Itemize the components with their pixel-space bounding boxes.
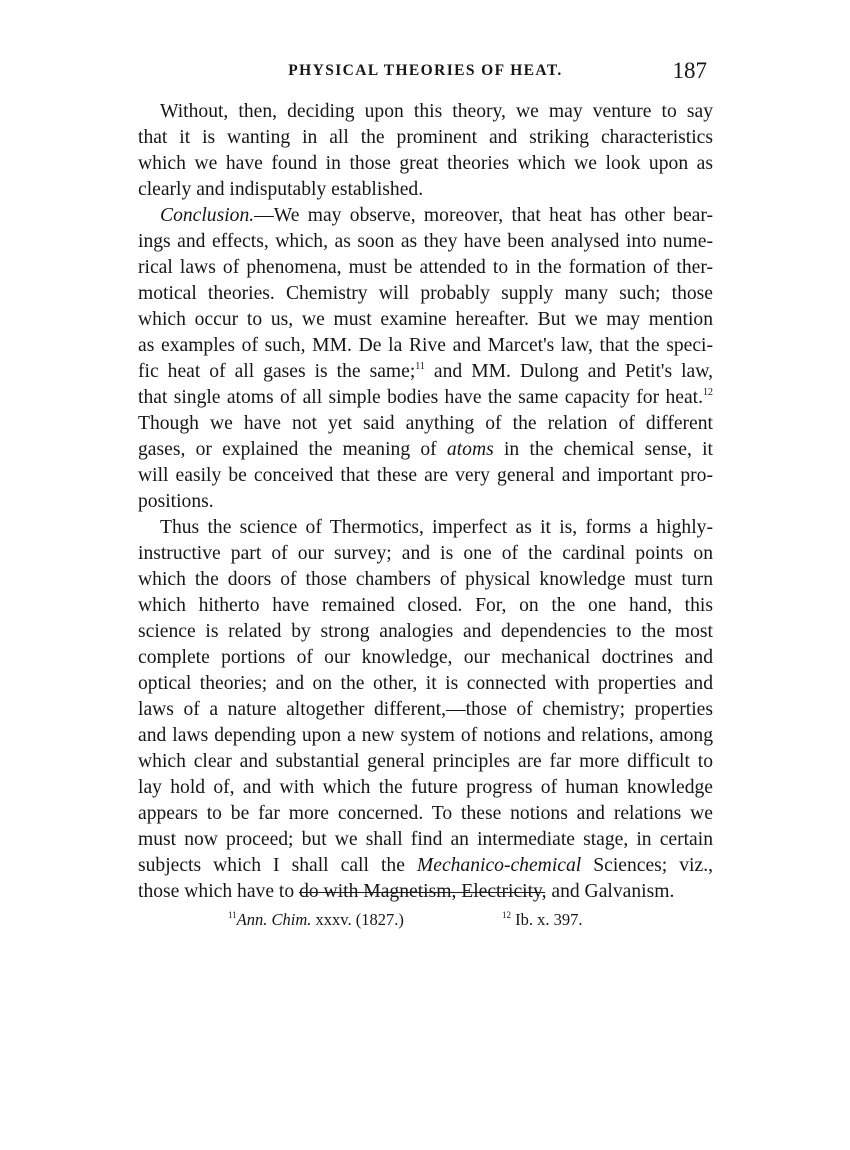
text-line: must now proceed; but we shall find an intermediate stage, in certain — [138, 829, 713, 850]
paragraph-1 — [138, 99, 713, 203]
text-line: instructive part of our survey; and is one of the cardinal points on — [138, 543, 713, 564]
text-line: optical theories; and on the other, it is connected with properties and — [138, 673, 713, 694]
text-fragment: subjects which I shall call the — [138, 855, 417, 876]
footnote-12 — [502, 910, 583, 930]
footnote-ref-11: 11 — [415, 361, 425, 372]
paragraph-3 — [138, 515, 713, 905]
text-fragment: in the chemical sense, it — [493, 439, 713, 460]
text-line: Thus the science of Thermotics, imperfect as it is, forms a highly- — [160, 517, 713, 538]
text-line: that it is wanting in all the prominent and striking characteristics — [138, 127, 713, 148]
text-line: those which have to do with Magnetism, Electricity, and Galvanism. — [138, 881, 675, 902]
footnote-mark: 11 — [228, 910, 237, 920]
emphasis: Mechanico-chemical — [416, 855, 582, 876]
text-fragment: and MM. Dulong and Petit's law, — [424, 361, 713, 382]
body-text — [138, 99, 713, 905]
text-line: as examples of such, MM. De la Rive and Marcet's law, that the speci- — [138, 335, 713, 356]
text-line — [138, 203, 713, 229]
text-line: Without, then, deciding upon this theory, we may venture to say — [160, 101, 713, 122]
text-line: which we have found in those great theories which we look upon as — [138, 153, 713, 174]
footnote-11 — [228, 910, 404, 930]
text-line — [138, 385, 713, 411]
text-line: clearly and indisputably established. — [138, 179, 424, 200]
text-line: which hitherto have remained closed. For, on the one hand, this — [138, 595, 713, 616]
text-line: ings and effects, which, as soon as they have been analysed into nume- — [138, 231, 713, 252]
text-fragment: that single atoms of all simple bodies have the same capacity for heat. — [138, 387, 703, 408]
footnote-text: Ib. x. 397. — [511, 910, 583, 929]
text-line: lay hold of, and with which the future progress of human knowledge — [138, 777, 713, 798]
section-label: Conclusion. — [160, 205, 255, 226]
text-line: which clear and substantial general principles are far more difficult to — [138, 751, 713, 772]
text-line: appears to be far more concerned. To these notions and relations we — [138, 803, 713, 824]
footnote-rule — [299, 892, 545, 893]
footnote-mark: 12 — [502, 910, 511, 920]
running-head: PHYSICAL THEORIES OF HEAT. — [288, 62, 563, 79]
paragraph-2 — [138, 203, 713, 515]
text-fragment: Sciences; viz., — [581, 855, 713, 876]
text-line: will easily be conceived that these are very general and important pro- — [138, 465, 713, 486]
text-line: rical laws of phenomena, must be attended to in the formation of ther- — [138, 257, 713, 278]
text-line — [138, 853, 713, 879]
footnote-text: xxxv. (1827.) — [311, 910, 404, 929]
page-header — [138, 58, 713, 88]
emphasis: atoms — [446, 439, 494, 460]
text-line: and laws depending upon a new system of notions and relations, among — [138, 725, 713, 746]
text-fragment: —We may observe, moreover, that heat has other bear- — [254, 205, 713, 226]
footnote-ref-12: 12 — [703, 387, 713, 398]
text-fragment: fic heat of all gases is the same; — [138, 361, 416, 382]
text-line: which the doors of those chambers of physical knowledge must turn — [138, 569, 713, 590]
text-line: science is related by strong analogies and dependencies to the most — [138, 621, 713, 642]
footnote-source: Ann. Chim. — [236, 910, 312, 929]
text-line — [138, 437, 713, 463]
text-line: laws of a nature altogether different,—those of chemistry; properties — [138, 699, 713, 720]
text-line: positions. — [138, 491, 214, 512]
text-line — [138, 359, 713, 385]
text-line: motical theories. Chemistry will probably supply many such; those — [138, 283, 713, 304]
text-line: which occur to us, we must examine hereafter. But we may mention — [138, 309, 713, 330]
text-line: Though we have not yet said anything of the relation of different — [138, 413, 713, 434]
text-line: complete portions of our knowledge, our mechanical doctrines and — [138, 647, 713, 668]
page-number: 187 — [672, 58, 707, 83]
text-fragment: gases, or explained the meaning of — [138, 439, 447, 460]
